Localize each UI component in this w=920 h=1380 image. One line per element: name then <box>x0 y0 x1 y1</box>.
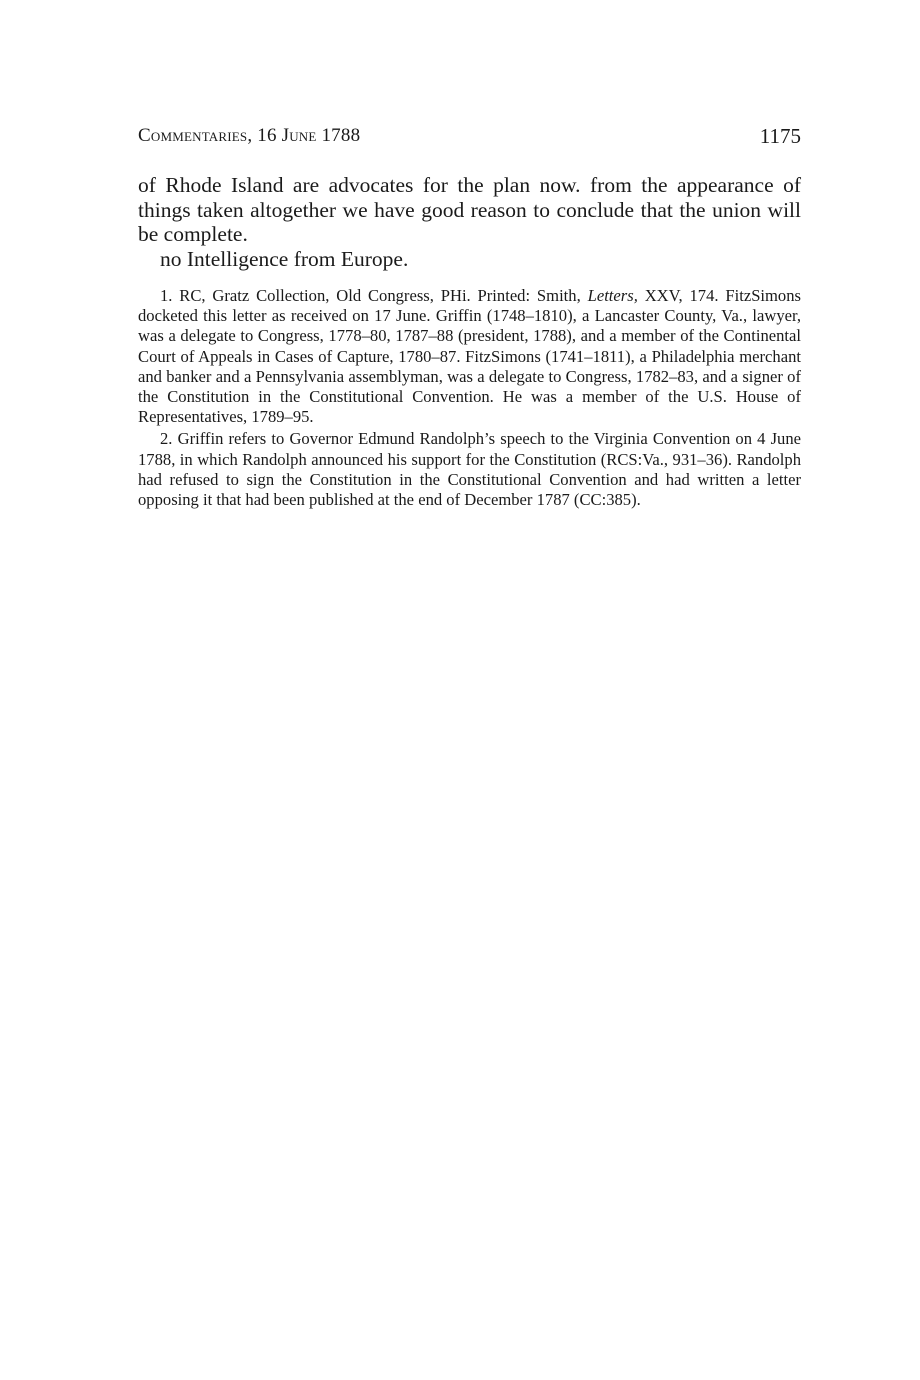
footnote-1 <box>138 286 801 427</box>
footnote-1-text-a: 1. RC, Gratz Collection, Old Congress, PHi. Printed: Smith, <box>160 286 588 305</box>
letter-text <box>138 173 801 271</box>
footnote-1-italic-title: Letters, <box>587 286 638 305</box>
running-head-title: Commentaries, 16 June 1788 <box>138 125 361 146</box>
page-number: 1175 <box>759 124 801 148</box>
running-head <box>138 122 801 152</box>
footnotes <box>138 286 801 510</box>
footnote-2: 2. Griffin refers to Governor Edmund Randolph’s speech to the Virginia Convention on 4 June 1788, in which Randolph announced his support for the Constitution (RCS:Va., 931–36). Randolph had refused to sign the Constitution in the Constitutional Convention and had written a letter opposing it that had been published at the end of December 1787 (CC:385). <box>138 429 801 510</box>
letter-paragraph: of Rhode Island are advocates for the plan now. from the appearance of things taken altogether we have good reason to conclude that the union will be complete. <box>138 173 801 246</box>
footnote-1-text-b: XXV, 174. FitzSimons docketed this letter as received on 17 June. Griffin (1748–1810), a Lancaster County, Va., lawyer, was a delegate to Congress, 1778–80, 1787–88 (president, 1788), and a member of the Continental Court of Appeals in Cases of Capture, 1780–87. FitzSimons (1741–1811), a Philadelphia merchant and banker and a Pennsylvania assemblyman, was a delegate to Congress, 1782–83, and a signer of the Constitution in the Constitutional Convention. He was a member of the U.S. House of Representatives, 1789–95. <box>138 286 801 427</box>
document-page <box>138 122 801 512</box>
letter-paragraph: no Intelligence from Europe. <box>160 246 409 271</box>
